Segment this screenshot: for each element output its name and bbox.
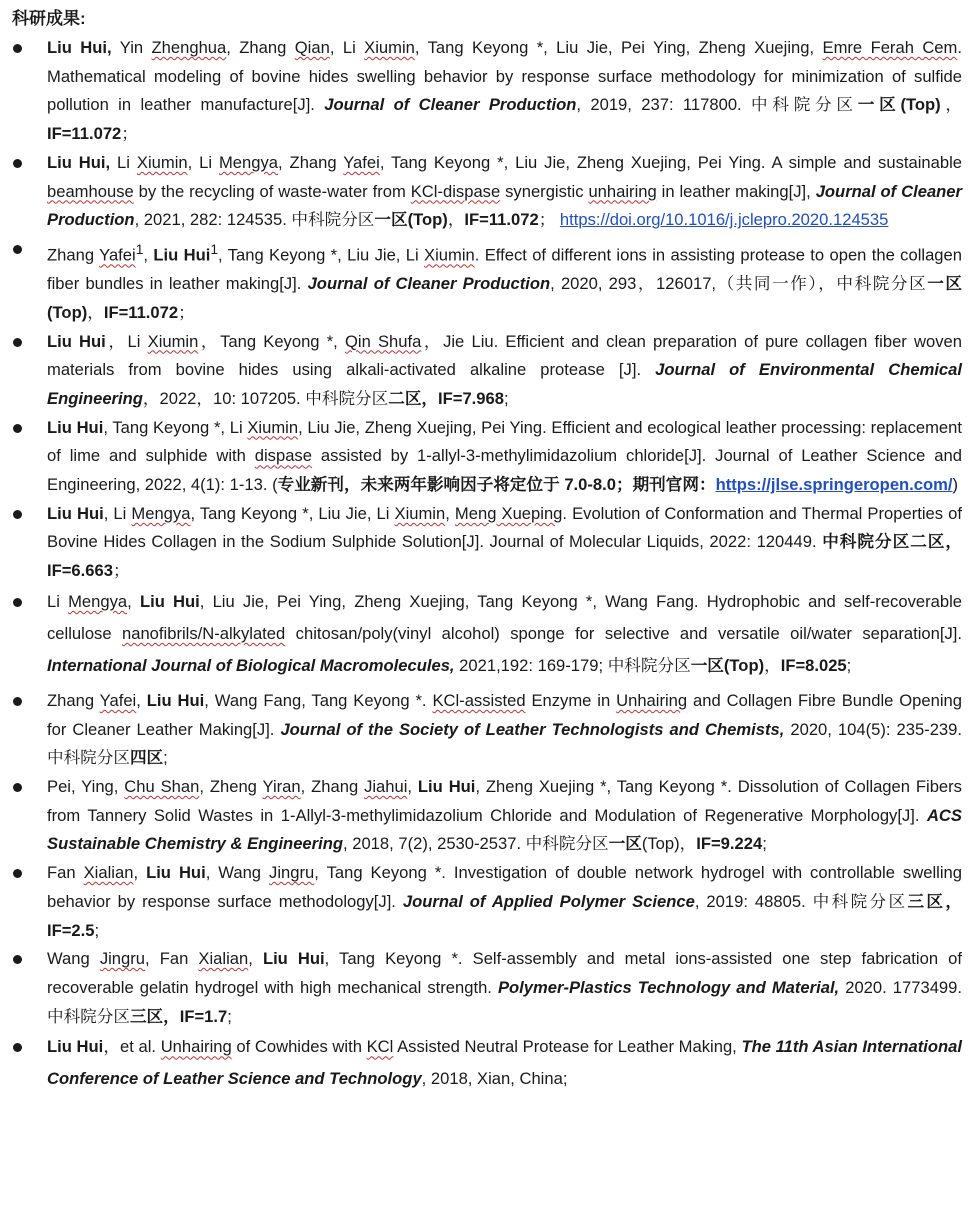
journal-name: The 11th Asian International Conference of Leather Science and Technology <box>47 1037 962 1089</box>
publication-item: Liu Hui, Tang Keyong *, Li Xiumin, Liu Jie, Zheng Xuejing, Pei Ying. Efficient and ecological leather processing: replacement of lime and sulphide with dispase assisted by 1-allyl-3-methylimidazolium chloride[J]. Journal of Leather Science and Engineering, 2022, 4(1): 1-13. (专业新刊，未来两年影响因子将定位于 7.0-8.0；期刊官网：https://jlse.springeropen.com/) <box>12 414 962 500</box>
publication-item: Fan Xialian, Liu Hui, Wang Jingru, Tang Keyong *. Investigation of double network hydrogel with controllable swelling behavior by response surface methodology[J]. Journal of Applied Polymer Science, 2019: 48805. 中科院分区三区，IF=2.5; <box>12 859 962 945</box>
journal-name: Polymer-Plastics Technology and Material, <box>497 977 840 997</box>
impact-factor: IF=11.072 <box>464 210 539 230</box>
journal-name: Journal of Environmental Chemical Engineering <box>47 360 962 408</box>
publication-item: Li Mengya, Liu Hui, Liu Jie, Pei Ying, Zheng Xuejing, Tang Keyong *, Wang Fang. Hydrophobic and self-recoverable cellulose nanofibrils/N-alkylated chitosan/poly(vinyl alcohol) sponge for selective and versatile oil/water separation[J]. International Journal of Biological Macromolecules, 2021,192: 169-179; 中科院分区一区(Top)，IF=8.025; <box>12 586 962 682</box>
journal-name: Journal of Cleaner Production <box>47 181 962 230</box>
section-heading: 科研成果: <box>12 9 86 28</box>
impact-factor: ，IF=1.7 <box>163 1006 228 1026</box>
highlighted-author: Liu Hui <box>139 591 200 611</box>
highlighted-author: Liu Hui <box>146 863 206 883</box>
doi-link[interactable]: https://doi.org/10.1016/j.jclepro.2020.124535 <box>559 210 889 230</box>
journal-note: 专业新刊，未来两年影响因子将定位于 7.0-8.0；期刊官网： <box>277 475 716 495</box>
publication-item: Liu Hui，et al. Unhairing of Cowhides with KCl Assisted Neutral Protease for Leather Making, The 11th Asian International Conference of Leather Science and Technology, 2018, Xian, China; <box>12 1031 962 1095</box>
publication-item: Zhang Yafei$^1$, Liu Hui$^1$, Tang Keyong *, Liu Jie, Li Xiumin. Effect of different ions in assisting protease to open the collagen fiber bundles in leather making[J]. Journal of Cleaner Production, 2020, 293，126017,（共同一作），中科院分区一区(Top)，IF=11.072； <box>12 235 962 328</box>
publication-item: Pei, Ying, Chu Shan, Zheng Yiran, Zhang Jiahui, Liu Hui, Zheng Xuejing *, Tang Keyong *. Dissolution of Collagen Fibers from Tannery Solid Wastes in 1-Allyl-3-methylimidazolium Chloride and Modulation of Regenerative Morphology[J]. ACS Sustainable Chemistry & Engineering, 2018, 7(2), 2530-2537. 中科院分区一区(Top)，IF=9.224; <box>12 773 962 859</box>
highlighted-author: Liu Hui <box>47 331 106 351</box>
impact-factor: ，IF=2.5 <box>47 891 962 940</box>
journal-name: ACS Sustainable Chemistry & Engineering <box>47 805 962 854</box>
journal-name: Journal of the Society of Leather Technologists and Chemists, <box>280 719 785 739</box>
impact-factor: IF=11.072 <box>47 124 122 144</box>
highlighted-author: Liu Hui <box>47 503 104 523</box>
impact-factor: IF=11.072 <box>103 302 179 322</box>
impact-factor: 中科院分区二区，IF=6.663 <box>47 532 963 581</box>
highlighted-author: Liu Hui <box>47 417 104 437</box>
highlighted-author: Liu Hui <box>262 949 325 969</box>
publication-item: Liu Hui, Li Xiumin, Li Mengya, Zhang Yafei, Tang Keyong *, Liu Jie, Zheng Xuejing, Pei Ying. A simple and sustainable beamhouse by the recycling of waste-water from KCl-dispase synergistic unhairing in leather making[J], Journal of Cleaner Production, 2021, 282: 124535. 中科院分区一区(Top)，IF=11.072； https://doi.org/10.1016/j.jclepro.2020.124535 <box>12 149 962 235</box>
journal-name: International Journal of Biological Macromolecules, <box>47 655 455 675</box>
impact-factor: ，IF=7.968 <box>421 388 504 408</box>
publication-item: Wang Jingru, Fan Xialian, Liu Hui, Tang Keyong *. Self-assembly and metal ions-assisted one step fabrication of recoverable gelatin hydrogel with high mechanical strength. Polymer-Plastics Technology and Material, 2020. 1773499. 中科院分区三区，IF=1.7; <box>12 945 962 1031</box>
highlighted-author: Liu Hui <box>47 1037 104 1057</box>
publication-item: Liu Hui, Yin Zhenghua, Zhang Qian, Li Xiumin, Tang Keyong *, Liu Jie, Pei Ying, Zheng Xuejing, Emre Ferah Cem. Mathematical modeling of bovine hides swelling behavior by response surface methodology for minimization of sulfide pollution in leather manufacture[J]. Journal of Cleaner Production, 2019, 237: 117800. 中科院分区一区(Top)，IF=11.072； <box>12 34 962 149</box>
publication-item: Zhang Yafei, Liu Hui, Wang Fang, Tang Keyong *. KCl-assisted Enzyme in Unhairing and Collagen Fibre Bundle Opening for Cleaner Leather Making[J]. Journal of the Society of Leather Technologists and Chemists, 2020, 104(5): 235-239. 中科院分区四区; <box>12 687 962 773</box>
journal-name: Journal of Cleaner Production <box>307 274 551 294</box>
impact-factor: IF=8.025 <box>780 655 847 675</box>
journal-website-link[interactable]: https://jlse.springeropen.com/ <box>715 475 953 495</box>
highlighted-author: Liu Hui, <box>47 38 112 57</box>
journal-name: Journal of Cleaner Production <box>324 95 577 115</box>
publication-list <box>12 34 962 1095</box>
publication-item: Liu Hui, Li Mengya, Tang Keyong *, Liu Jie, Li Xiumin, Meng Xueping. Evolution of Conformation and Thermal Properties of Bovine Hides Collagen in the Sodium Sulphide Solution[J]. Journal of Molecular Liquids, 2022: 120449. 中科院分区二区，IF=6.663； <box>12 500 962 586</box>
highlighted-author: Liu Hui <box>153 245 211 265</box>
publication-item: Liu Hui，Li Xiumin，Tang Keyong *, Qin Shufa，Jie Liu. Efficient and clean preparation of pure collagen fiber woven materials from bovine hides using alkali-activated alkaline protease [J]. Journal of Environmental Chemical Engineering，2022，10: 107205. 中科院分区二区，IF=7.968; <box>12 328 962 414</box>
highlighted-author: Liu Hui <box>146 690 205 710</box>
highlighted-author: Liu Hui <box>417 777 476 796</box>
highlighted-author: Liu Hui, <box>47 152 111 172</box>
journal-name: Journal of Applied Polymer Science <box>402 891 695 911</box>
impact-factor: IF=9.224 <box>696 834 763 854</box>
